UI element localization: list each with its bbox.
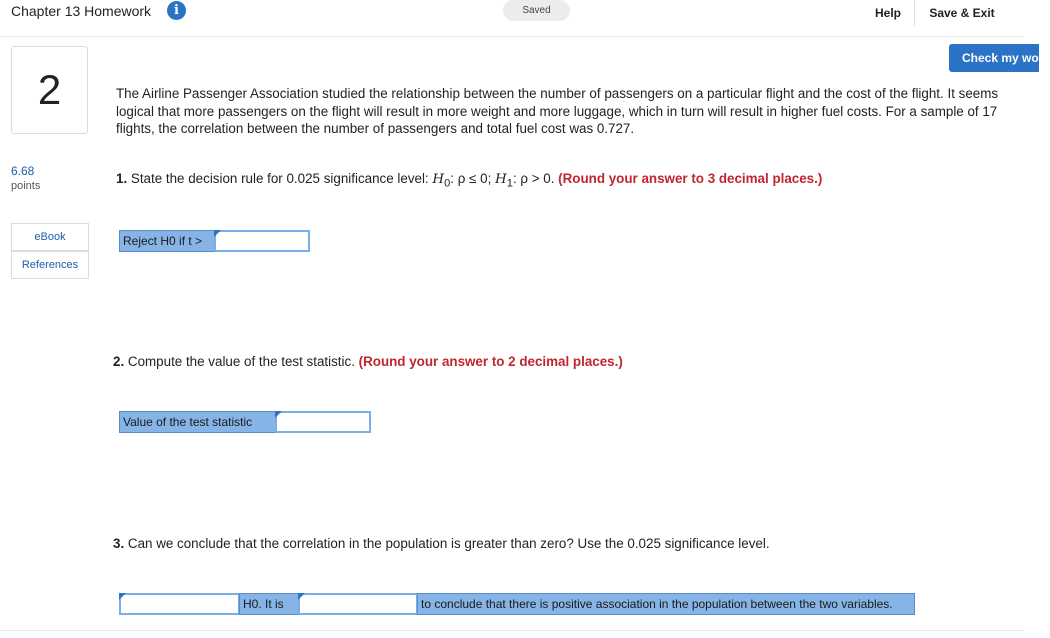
- question-number: 2: [11, 46, 88, 134]
- question-1-number: 1.: [116, 171, 128, 186]
- question-1: [116, 171, 822, 190]
- test-statistic-input[interactable]: [277, 413, 369, 431]
- question-2-number: 2.: [113, 354, 125, 369]
- question-3-number: 3.: [113, 536, 125, 551]
- ebook-button[interactable]: eBook: [11, 223, 89, 251]
- reasonable-select[interactable]: [298, 593, 418, 615]
- top-bar: [0, 0, 1024, 37]
- h1-condition: : ρ > 0.: [512, 171, 559, 186]
- question-2-text: Compute the value of the test statistic.: [127, 354, 359, 369]
- question-1-instruction: (Round your answer to 3 decimal places.): [558, 171, 823, 186]
- reasonable-input[interactable]: [300, 595, 416, 613]
- saved-status-badge: Saved: [503, 0, 570, 21]
- references-button[interactable]: References: [11, 251, 89, 279]
- h0-decision-input[interactable]: [121, 595, 238, 613]
- question-3: [113, 536, 770, 551]
- h1-symbol: H: [495, 172, 507, 187]
- h0-subscript: 0: [444, 177, 451, 190]
- check-my-work-button[interactable]: Check my work: [949, 44, 1039, 72]
- conclusion-label: to conclude that there is positive association in the population between the two variables.: [417, 593, 915, 615]
- assignment-title: Chapter 13 Homework: [11, 3, 152, 19]
- test-statistic-field[interactable]: [275, 411, 371, 433]
- bottom-divider: [0, 630, 1024, 631]
- it-is-label: H0. It is: [239, 593, 300, 615]
- critical-value-input[interactable]: [216, 232, 308, 250]
- question-3-text: Can we conclude that the correlation in the population is greater than zero? Use the 0.025 significance level.: [127, 536, 770, 551]
- h0-symbol: H: [432, 172, 445, 187]
- question-1-text: State the decision rule for 0.025 significance level:: [130, 171, 433, 186]
- critical-value-field[interactable]: [214, 230, 310, 252]
- h1-subscript: 1: [506, 177, 513, 190]
- h0-condition: : ρ ≤ 0;: [450, 171, 496, 186]
- problem-statement: The Airline Passenger Association studied the relationship between the number of passengers on a particular flight and the cost of the flight. It seems logical that more passengers on the flight will result in more weight and more luggage, which in turn will result in higher fuel costs. For a sample of 17 flights, the correlation between the number of passengers and total fuel cost was 0.727.: [116, 86, 999, 136]
- info-icon[interactable]: i: [167, 1, 186, 20]
- question-2-instruction: (Round your answer to 2 decimal places.): [358, 354, 623, 369]
- help-button[interactable]: Help: [874, 6, 901, 20]
- reject-h0-label: Reject H0 if t >: [119, 230, 215, 252]
- test-statistic-label: Value of the test statistic: [119, 411, 277, 433]
- points-value: 6.68: [11, 164, 35, 178]
- save-exit-button[interactable]: Save & Exit: [929, 6, 995, 20]
- h0-decision-select[interactable]: [119, 593, 240, 615]
- points-label: points: [11, 180, 41, 192]
- question-2: [113, 354, 623, 369]
- nav-divider: [914, 0, 915, 26]
